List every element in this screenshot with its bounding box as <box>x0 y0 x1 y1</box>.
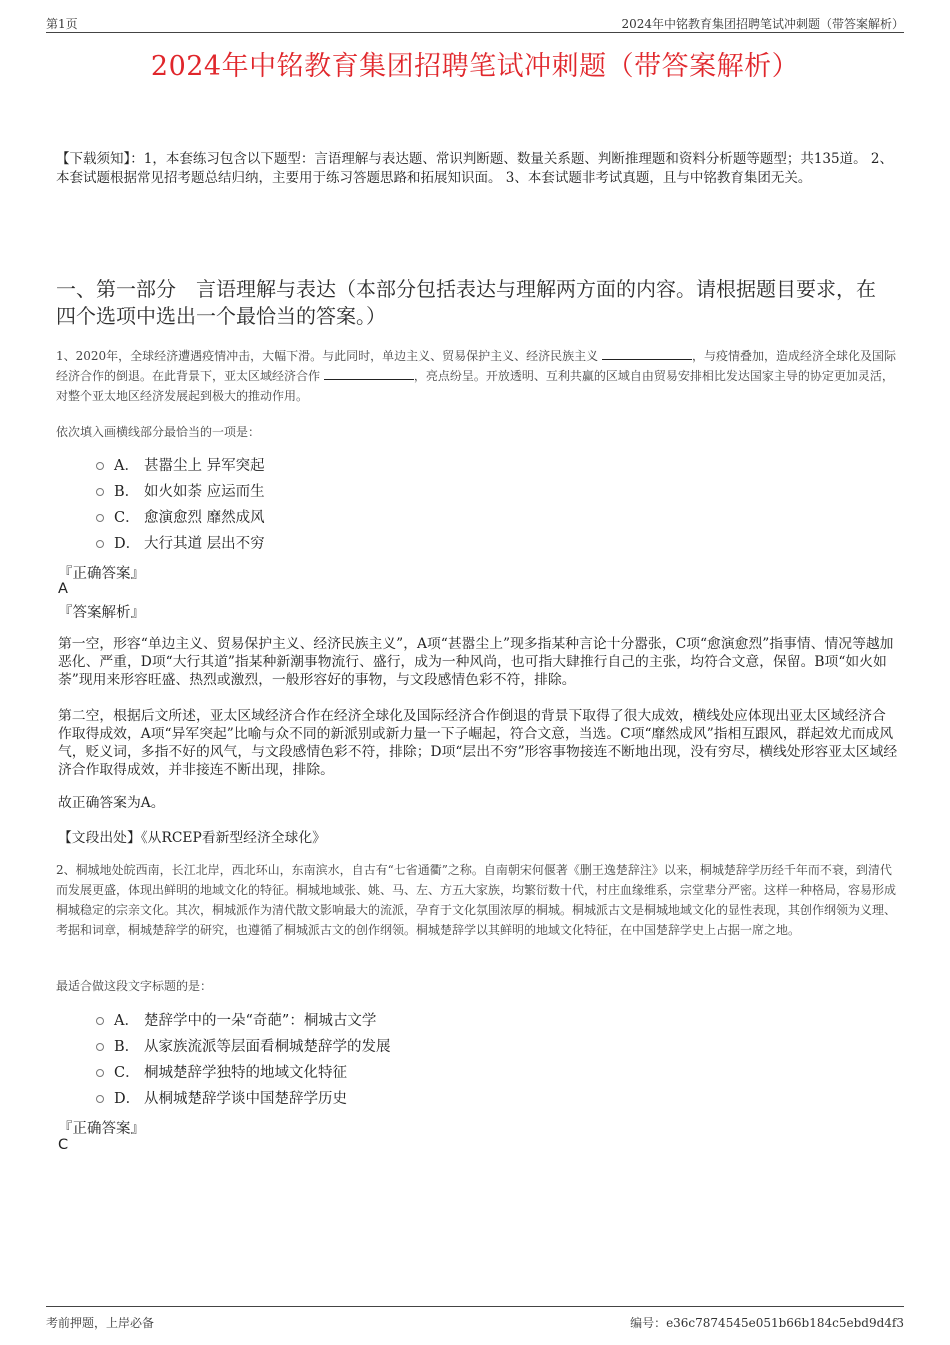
radio-icon[interactable] <box>96 462 104 470</box>
section-heading: 一、第一部分 言语理解与表达（本部分包括表达与理解两方面的内容。请根据题目要求，在四个选项中选出一个最恰当的答案。） <box>56 277 876 328</box>
footer-slogan: 考前押题，上岸必备 <box>46 1316 155 1330</box>
option-text: 从桐城楚辞学谈中国楚辞学历史 <box>144 1091 347 1107</box>
question-1-stem <box>56 346 900 406</box>
footer-serial: 编号：e36c7874545e051b66b184c5ebd9d4f3 <box>630 1316 904 1330</box>
blank-2 <box>324 367 414 380</box>
answer-label: 『正确答案』 <box>58 566 145 582</box>
answer-label: 『正确答案』 <box>58 1121 145 1137</box>
radio-icon[interactable] <box>96 514 104 522</box>
option-b[interactable] <box>96 479 265 505</box>
analysis-paragraph-2: 第二空，根据后文所述，亚太区域经济合作在经济全球化及国际经济合作倒退的背景下取得了很大成效，横线处应体现出亚太区域经济合作取得成效，A项“异军突起”比喻与众不同的新派别或新力量一下子崛起，符合文意，当选。C项“靡然成风”指相互跟风，群起效尤而成风气，贬义词，多指不好的风气，与文段感情色彩不符，排除；D项“层出不穷”形容事物接连不断地出现，没有穷尽，横线处形容亚太区域经济合作取得成效，并非接连不断出现，排除。 <box>58 708 898 778</box>
blank-1 <box>602 347 692 360</box>
radio-icon[interactable] <box>96 1043 104 1051</box>
download-notice: 【下载须知】：1，本套练习包含以下题型：言语理解与表达题、常识判断题、数量关系题、判断推理题和资料分析题等题型；共135道。 2、本套试题根据常见招考题总结归纳，主要用于练习答题思路和拓展知识面。 3、本套试题非考试真题，且与中铭教育集团无关。 <box>56 151 893 186</box>
option-text: 桐城楚辞学独特的地域文化特征 <box>144 1065 347 1081</box>
radio-icon[interactable] <box>96 488 104 496</box>
option-d[interactable] <box>96 1086 391 1112</box>
option-a[interactable] <box>96 453 265 479</box>
option-text: 楚辞学中的一朵“奇葩”：桐城古文学 <box>144 1013 377 1029</box>
document-title: 2024年中铭教育集团招聘笔试冲刺题（带答案解析） <box>150 51 800 82</box>
option-c[interactable] <box>96 505 265 531</box>
option-d[interactable] <box>96 531 265 557</box>
analysis-conclusion: 故正确答案为A。 <box>58 795 165 811</box>
page-header <box>46 14 904 33</box>
radio-icon[interactable] <box>96 540 104 548</box>
option-text: 如火如荼 应运而生 <box>144 484 265 500</box>
question-2-stem: 2、桐城地处皖西南，长江北岸，西北环山，东南滨水，自古有“七省通衢”之称。自南朝宋何偃著《删王逸楚辞注》以来，桐城楚辞学历经千年而不衰，到清代而发展更盛，体现出鲜明的地域文化的特征。桐城地域张、姚、马、左、方五大家族，均繁衍数十代，村庄血缘维系，宗堂辈分严密。这样一种格局，容易形成桐城稳定的宗亲文化。其次，桐城派作为清代散文影响最大的流派，孕育于文化氛围浓厚的桐城。桐城派古文是桐城地域文化的显性表现，其创作纲领为义理、考据和词章，桐城楚辞学的研究，也遵循了桐城派古文的创作纲领。桐城楚辞学以其鲜明的地域文化特征，在中国楚辞学史上占据一席之地。 <box>56 863 897 937</box>
page-footer <box>46 1306 904 1330</box>
radio-icon[interactable] <box>96 1017 104 1025</box>
option-a[interactable] <box>96 1008 391 1034</box>
option-text: 从家族流派等层面看桐城楚辞学的发展 <box>144 1039 391 1055</box>
question-1-prompt: 依次填入画横线部分最恰当的一项是： <box>56 425 261 439</box>
option-letter: C． <box>114 510 140 526</box>
answer-value: A <box>58 581 68 597</box>
radio-icon[interactable] <box>96 1095 104 1103</box>
question-2-options <box>96 1008 391 1112</box>
option-b[interactable] <box>96 1034 391 1060</box>
option-letter: B． <box>114 484 140 500</box>
analysis-paragraph-1: 第一空，形容“单边主义、贸易保护主义、经济民族主义”，A项“甚嚣尘上”现多指某种言论十分嚣张，C项“愈演愈烈”指事情、情况等越加恶化、严重，D项“大行其道”指某种新潮事物流行、盛行，成为一种风尚，也可指大肆推行自己的主张，均符合文意，保留。B项“如火如荼”现用来形容旺盛、热烈或激烈，一般形容好的事物，与文段感情色彩不符，排除。 <box>58 636 894 688</box>
question-1-options <box>96 453 265 557</box>
question-1-text-b: ，与疫情叠加，造成经济全球化及国际经济合作的倒退。在此背景下，亚太区域经济合作 <box>56 349 897 383</box>
option-letter: B． <box>114 1039 140 1055</box>
answer-value: C <box>58 1137 69 1153</box>
radio-icon[interactable] <box>96 1069 104 1077</box>
question-2-prompt: 最适合做这段文字标题的是： <box>56 979 213 993</box>
source-citation: 【文段出处】《从RCEP看新型经济全球化》 <box>58 830 326 846</box>
option-text: 甚嚣尘上 异军突起 <box>144 458 265 474</box>
question-1-text-c: ，亮点纷呈。开放透明、互利共赢的区域自由贸易安排相比发达国家主导的协定更加灵活，对整个亚太地区经济发展起到极大的推动作用。 <box>56 369 894 403</box>
option-letter: A． <box>114 1013 139 1029</box>
option-letter: A． <box>114 458 139 474</box>
option-text: 愈演愈烈 靡然成风 <box>144 510 265 526</box>
question-1-text-a: 1、2020年，全球经济遭遇疫情冲击，大幅下滑。与此同时，单边主义、贸易保护主义、经济民族主义 <box>56 349 599 363</box>
option-letter: D． <box>114 536 141 552</box>
option-text: 大行其道 层出不穷 <box>144 536 265 552</box>
analysis-label: 『答案解析』 <box>58 605 145 621</box>
option-letter: D． <box>114 1091 141 1107</box>
option-c[interactable] <box>96 1060 391 1086</box>
header-doc-title: 2024年中铭教育集团招聘笔试冲刺题（带答案解析） <box>621 17 904 31</box>
page-number: 第1页 <box>46 17 78 31</box>
option-letter: C． <box>114 1065 140 1081</box>
